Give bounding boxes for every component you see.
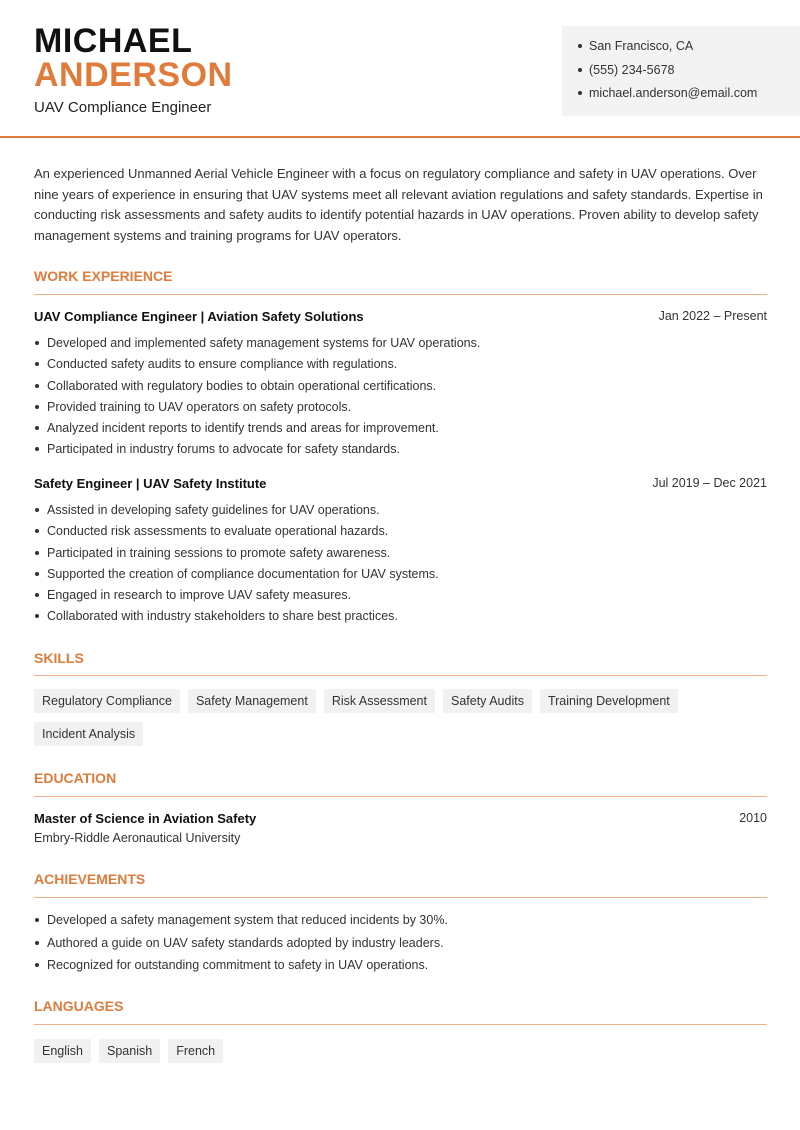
contact-list bbox=[578, 38, 757, 109]
section-divider bbox=[34, 675, 767, 676]
skill-chip: Regulatory Compliance bbox=[34, 689, 180, 713]
job-title: UAV Compliance Engineer bbox=[34, 99, 212, 116]
skill-chip: Incident Analysis bbox=[34, 722, 143, 746]
skills-heading: SKILLS bbox=[34, 650, 84, 666]
section-divider bbox=[34, 897, 767, 898]
section-divider bbox=[34, 796, 767, 797]
job-date: Jan 2022 – Present bbox=[658, 309, 767, 323]
languages-heading: LANGUAGES bbox=[34, 998, 124, 1014]
list-item: Developed and implemented safety management systems for UAV operations. bbox=[34, 335, 767, 356]
language-chip: French bbox=[168, 1039, 223, 1063]
languages-row bbox=[34, 1039, 223, 1063]
skills-row bbox=[34, 689, 678, 713]
contact-location: San Francisco, CA bbox=[578, 38, 757, 62]
achievements-list bbox=[34, 912, 767, 980]
list-item: Conducted safety audits to ensure compliance with regulations. bbox=[34, 356, 767, 377]
education-year: 2010 bbox=[739, 811, 767, 825]
list-item: Supported the creation of compliance documentation for UAV systems. bbox=[34, 566, 767, 587]
skills-row bbox=[34, 722, 143, 746]
list-item: Collaborated with regulatory bodies to obtain operational certifications. bbox=[34, 378, 767, 399]
section-divider bbox=[34, 1024, 767, 1025]
last-name: ANDERSON bbox=[34, 56, 233, 94]
education-school: Embry-Riddle Aeronautical University bbox=[34, 831, 241, 845]
list-item: Analyzed incident reports to identify trends and areas for improvement. bbox=[34, 420, 767, 441]
list-item: Engaged in research to improve UAV safety measures. bbox=[34, 587, 767, 608]
list-item: Provided training to UAV operators on safety protocols. bbox=[34, 399, 767, 420]
job-role: Safety Engineer | UAV Safety Institute bbox=[34, 476, 267, 491]
contact-phone: (555) 234-5678 bbox=[578, 62, 757, 86]
list-item: Conducted risk assessments to evaluate operational hazards. bbox=[34, 523, 767, 544]
list-item: Developed a safety management system that reduced incidents by 30%. bbox=[34, 912, 767, 935]
list-item: Authored a guide on UAV safety standards adopted by industry leaders. bbox=[34, 935, 767, 958]
language-chip: English bbox=[34, 1039, 91, 1063]
skill-chip: Safety Audits bbox=[443, 689, 532, 713]
job-header bbox=[34, 476, 767, 494]
contact-box bbox=[562, 26, 800, 116]
section-divider bbox=[34, 294, 767, 295]
education-heading: EDUCATION bbox=[34, 770, 117, 786]
job-bullets bbox=[34, 335, 767, 463]
resume-header bbox=[0, 0, 800, 138]
job-date: Jul 2019 – Dec 2021 bbox=[652, 476, 767, 490]
skill-chip: Training Development bbox=[540, 689, 678, 713]
job-role: UAV Compliance Engineer | Aviation Safety Solutions bbox=[34, 309, 364, 324]
education-degree: Master of Science in Aviation Safety bbox=[34, 811, 257, 826]
skill-chip: Safety Management bbox=[188, 689, 316, 713]
contact-email[interactable]: michael.anderson@email.com bbox=[578, 85, 757, 109]
list-item: Participated in industry forums to advocate for safety standards. bbox=[34, 441, 767, 462]
job-bullets bbox=[34, 502, 767, 630]
job-header bbox=[34, 309, 767, 327]
summary-paragraph: An experienced Unmanned Aerial Vehicle Engineer with a focus on regulatory compliance and safety in UAV operations. Over nine years of experience in ensuring that UAV systems meet all relevant aviation regulations and safety standards. Expertise in conducting risk assessments and safety audits to identify potential hazards in UAV operations. Proven ability to develop safety management systems and training programs for UAV operators. bbox=[34, 166, 763, 244]
achievements-heading: ACHIEVEMENTS bbox=[34, 871, 146, 887]
skill-chip: Risk Assessment bbox=[324, 689, 435, 713]
work-experience-heading: WORK EXPERIENCE bbox=[34, 268, 173, 284]
language-chip: Spanish bbox=[99, 1039, 160, 1063]
list-item: Collaborated with industry stakeholders to share best practices. bbox=[34, 608, 767, 629]
first-name: MICHAEL bbox=[34, 22, 193, 60]
list-item: Assisted in developing safety guidelines for UAV operations. bbox=[34, 502, 767, 523]
list-item: Participated in training sessions to promote safety awareness. bbox=[34, 545, 767, 566]
list-item: Recognized for outstanding commitment to safety in UAV operations. bbox=[34, 957, 767, 980]
